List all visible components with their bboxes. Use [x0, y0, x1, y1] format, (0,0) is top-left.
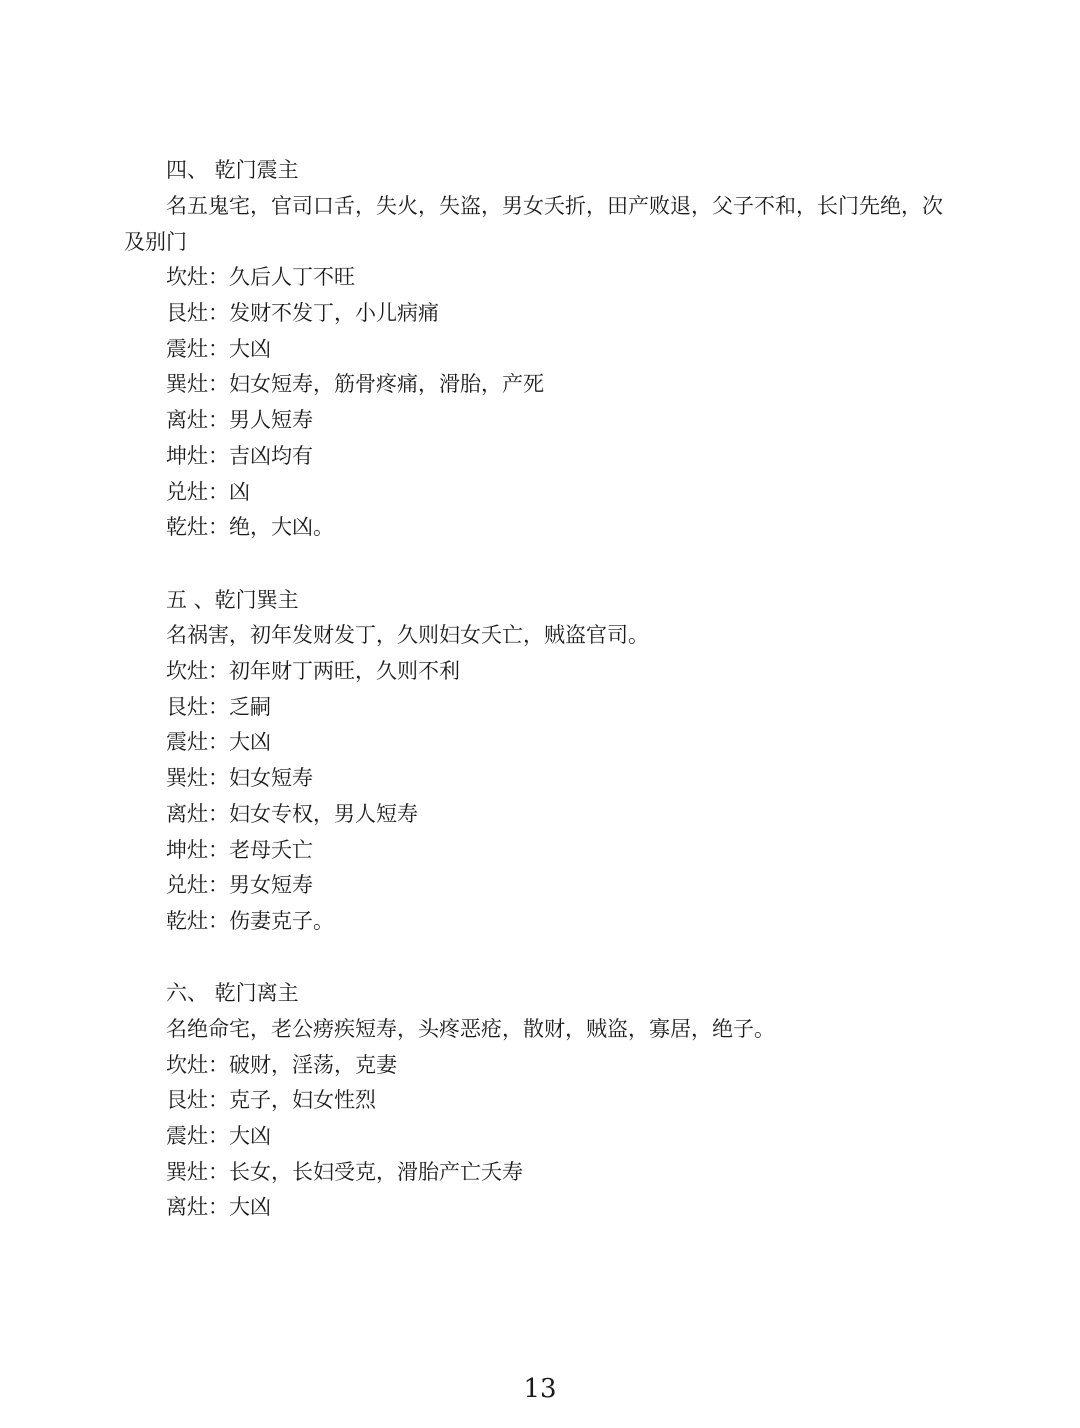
section-summary: 名绝命宅，老公痨疾短寿，头疼恶疮，散财，贼盗，寡居，绝子。 — [166, 1017, 775, 1041]
list-item: 震灶：大凶 — [166, 1124, 271, 1148]
list-item: 震灶：大凶 — [166, 730, 271, 754]
list-item: 离灶：妇女专权，男人短寿 — [166, 802, 418, 826]
list-item: 坤灶：老母夭亡 — [166, 838, 313, 862]
list-item: 巽灶：长女，长妇受克，滑胎产亡夭寿 — [166, 1160, 523, 1184]
list-item: 坎灶：久后人丁不旺 — [166, 265, 355, 289]
section-summary: 名五鬼宅，官司口舌，失火，失盗，男女夭折，田产败退，父子不和，长门先绝，次 — [166, 194, 943, 218]
list-item: 离灶：男人短寿 — [166, 408, 313, 432]
page-number: 13 — [523, 1374, 557, 1404]
list-item: 离灶：大凶 — [166, 1195, 271, 1219]
list-item: 坎灶：初年财丁两旺，久则不利 — [166, 659, 460, 683]
list-item: 坎灶：破财，淫荡，克妻 — [166, 1053, 397, 1077]
list-item: 乾灶：绝，大凶。 — [166, 515, 334, 539]
section-summary: 名祸害，初年发财发丁，久则妇女夭亡，贼盗官司。 — [166, 623, 649, 647]
section-heading: 六、 乾门离主 — [166, 981, 299, 1005]
list-item: 艮灶：乏嗣 — [166, 695, 271, 719]
list-item: 震灶：大凶 — [166, 337, 271, 361]
list-item: 乾灶：伤妻克子。 — [166, 909, 334, 933]
list-item: 艮灶：发财不发丁，小儿病痛 — [166, 301, 439, 325]
section-heading: 四、 乾门震主 — [166, 158, 299, 182]
list-item: 巽灶：妇女短寿，筋骨疼痛，滑胎，产死 — [166, 372, 544, 396]
section-summary-continuation: 及别门 — [124, 230, 187, 254]
list-item: 兑灶：男女短寿 — [166, 873, 313, 897]
section-heading: 五 、乾门巽主 — [166, 588, 299, 612]
list-item: 兑灶：凶 — [166, 480, 250, 504]
list-item: 巽灶：妇女短寿 — [166, 766, 313, 790]
list-item: 坤灶：吉凶均有 — [166, 444, 313, 468]
list-item: 艮灶：克子，妇女性烈 — [166, 1088, 376, 1112]
